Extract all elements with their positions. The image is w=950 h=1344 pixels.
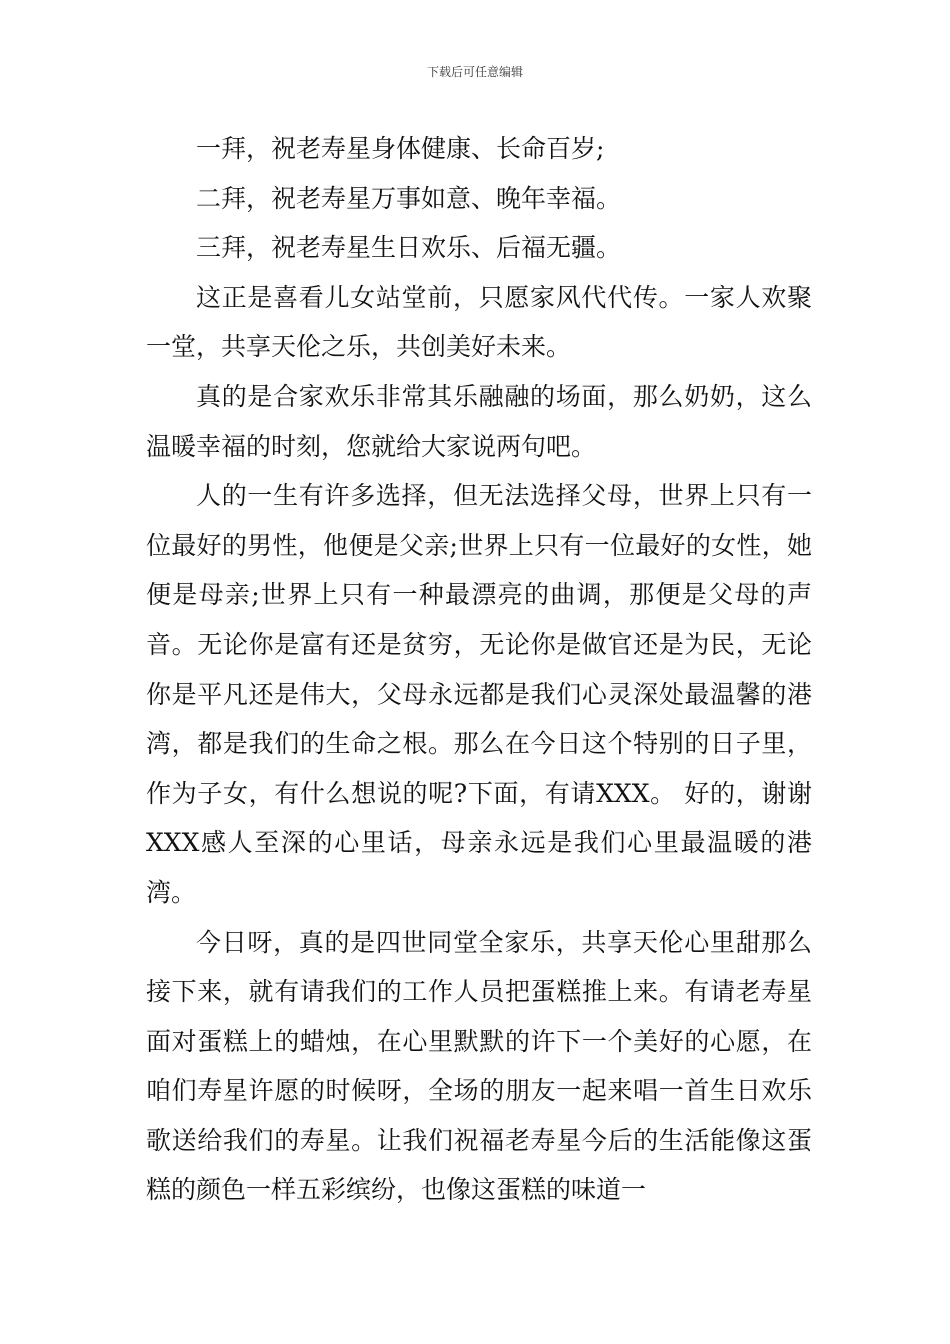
paragraph-6: 人的一生有许多选择，但无法选择父母，世界上只有一位最好的男性，他便是父亲;世界上只有一位最好的女性，她便是母亲;世界上只有一种最漂亮的曲调，那便是父母的声音。无论你是富有还是贫穷，无论你是做官还是为民，无论你是平凡还是伟大，父母永远都是我们心灵深处最温馨的港湾，都是我们的生命之根。那么在今日这个特别的日子里，作为子女，有什么想说的呢?下面，有请XXX。 好的，谢谢XXX感人至深的心里话，母亲永远是我们心里最温暖的港湾。 (146, 481, 812, 907)
paragraph-4: 这正是喜看儿女站堂前，只愿家风代代传。一家人欢聚一堂，共享天伦之乐，共创美好未来。 (146, 282, 812, 362)
paragraph-1: 一拜，祝老寿星身体健康、长命百岁; (196, 134, 605, 163)
paragraph-3: 三拜，祝老寿星生日欢乐、后福无疆。 (196, 233, 622, 263)
paragraph-5: 真的是合家欢乐非常其乐融融的场面，那么奶奶，这么温暖幸福的时刻，您就给大家说两句吧。 (146, 381, 812, 461)
paragraph-2: 二拜，祝老寿星万事如意、晚年幸福。 (196, 183, 622, 213)
paragraph-7: 今日呀，真的是四世同堂全家乐，共享天伦心里甜那么接下来，就有请我们的工作人员把蛋糕推上来。有请老寿星面对蛋糕上的蜡烛，在心里默默的许下一个美好的心愿，在咱们寿星许愿的时候呀，全场的朋友一起来唱一首生日欢乐歌送给我们的寿星。让我们祝福老寿星今后的生活能像这蛋糕的颜色一样五彩缤纷，也像这蛋糕的味道一 (146, 927, 812, 1205)
document-body (146, 124, 812, 1215)
page-header: 下载后可任意编辑 (426, 65, 523, 79)
